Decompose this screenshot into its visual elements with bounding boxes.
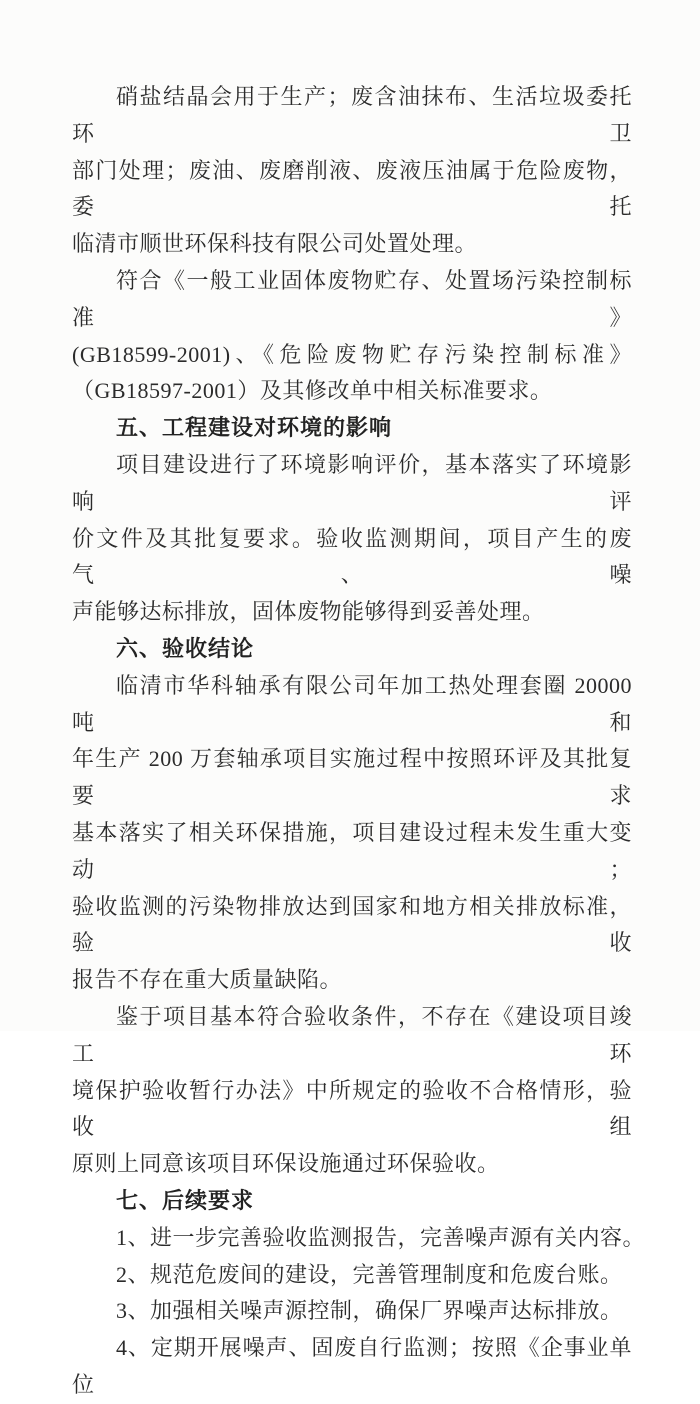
document-line: 4、定期开展噪声、固废自行监测；按照《企事业单位 bbox=[72, 1335, 632, 1397]
document-line: 符合《一般工业固体废物贮存、处置场污染控制标准》 bbox=[72, 267, 632, 330]
document-line: 3、加强相关噪声源控制，确保厂界噪声达标排放。 bbox=[116, 1298, 623, 1324]
document-line: 硝盐结晶会用于生产；废含油抹布、生活垃圾委托环卫 bbox=[72, 84, 632, 146]
document-line: 境保护验收暂行办法》中所规定的验收不合格情形，验收组 bbox=[72, 1077, 632, 1140]
document-line: 1、进一步完善验收监测报告，完善噪声源有关内容。 bbox=[116, 1224, 646, 1250]
document-line: 鉴于项目基本符合验收条件，不存在《建设项目竣工环 bbox=[72, 1003, 632, 1066]
section-heading: 六、验收结论 bbox=[116, 635, 255, 661]
document-text-block bbox=[72, 79, 646, 1404]
document-line: 基本落实了相关环保措施，项目建设过程未发生重大变动； bbox=[72, 819, 632, 882]
document-line: 原则上同意该项目环保设施通过环保验收。 bbox=[72, 1151, 500, 1177]
document-line: （GB18597-2001）及其修改单中相关标准要求。 bbox=[72, 378, 553, 404]
document-line: 声能够达标排放，固体废物能够得到妥善处理。 bbox=[72, 599, 545, 625]
section-heading: 五、工程建设对环境的影响 bbox=[116, 415, 393, 441]
document-line: 年生产 200 万套轴承项目实施过程中按照环评及其批复要求 bbox=[72, 746, 632, 809]
document-line: (GB18599-2001)、《危险废物贮存污染控制标准》 bbox=[72, 341, 632, 367]
document-line: 验收监测的污染物排放达到国家和地方相关排放标准，验收 bbox=[72, 893, 632, 956]
section-heading: 七、后续要求 bbox=[116, 1187, 255, 1213]
document-line: 项目建设进行了环境影响评价，基本落实了环境影响评 bbox=[72, 451, 632, 514]
document-line: 报告不存在重大质量缺陷。 bbox=[72, 967, 343, 993]
document-line: 临清市顺世环保科技有限公司处置处理。 bbox=[72, 231, 478, 257]
document-line: 部门处理；废油、废磨削液、废液压油属于危险废物，委托 bbox=[72, 157, 632, 220]
document-line: 2、规范危废间的建设，完善管理制度和危废台账。 bbox=[116, 1261, 623, 1287]
document-line: 价文件及其批复要求。验收监测期间，项目产生的废气、噪 bbox=[72, 525, 632, 588]
document-line: 临清市华科轴承有限公司年加工热处理套圈 20000 吨和 bbox=[72, 672, 632, 735]
